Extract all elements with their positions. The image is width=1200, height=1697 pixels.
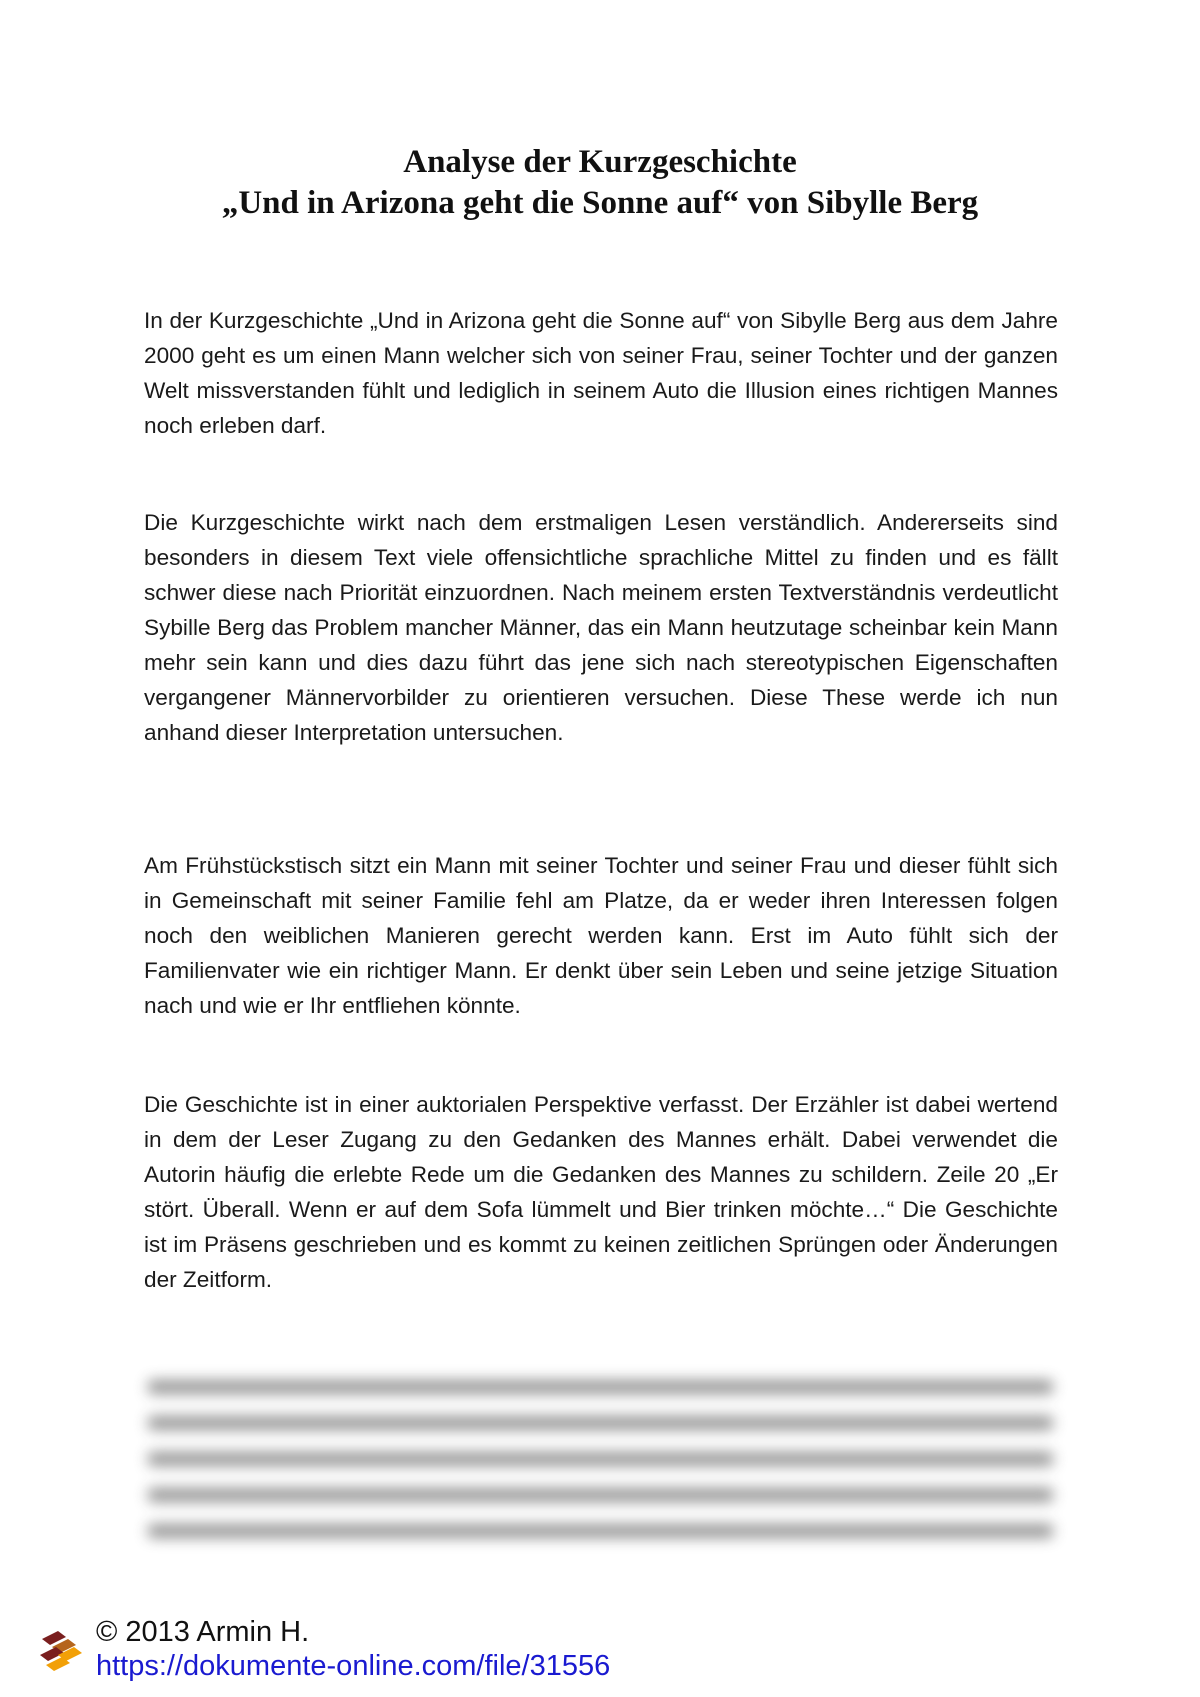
copyright-text: © 2013 Armin H. (96, 1616, 310, 1648)
document-title (0, 142, 1200, 224)
source-link[interactable]: https://dokumente-online.com/file/31556 (96, 1650, 611, 1682)
title-line-2: „Und in Arizona geht die Sonne auf“ von Sibylle Berg (221, 185, 979, 221)
paragraph-3: Am Frühstückstisch sitzt ein Mann mit seiner Tochter und seiner Frau und dieser fühlt sich in Gemeinschaft mit seiner Familie fehl am Platze, da er weder ihren Interessen folgen noch den weiblichen Manieren gerecht werden kann. Erst im Auto fühlt sich der Familienvater wie ein richtiger Mann. Er denkt über sein Leben und seine jetzige Situation nach und wie er Ihr entfliehen könnte. (144, 853, 1058, 1018)
blurred-preview-text (128, 1360, 1073, 1570)
blurred-line (148, 1380, 1053, 1394)
footer (36, 1615, 836, 1690)
blurred-line (148, 1524, 1053, 1538)
paragraph-2: Die Kurzgeschichte wirkt nach dem erstmaligen Lesen verständlich. Andererseits sind besonders in diesem Text viele offensichtliche sprachliche Mittel zu finden und es fällt schwer diese nach Priorität einzuordnen. Nach meinem ersten Textverständnis verdeutlicht Sybille Berg das Problem mancher Männer, das ein Mann heutzutage scheinbar kein Mann mehr sein kann und dies dazu führt das jene sich nach stereotypischen Eigenschaften vergangener Männervorbilder zu orientieren versuchen. Diese These werde ich nun anhand dieser Interpretation untersuchen. (144, 510, 1058, 745)
blurred-line (148, 1488, 1053, 1502)
paragraph-1: In der Kurzgeschichte „Und in Arizona geht die Sonne auf“ von Sibylle Berg aus dem Jahre 2000 geht es um einen Mann welcher sich von seiner Frau, seiner Tochter und der ganzen Welt missverstanden fühlt und lediglich in seinem Auto die Illusion eines richtigen Mannes noch erleben darf. (144, 308, 1058, 438)
title-line-1: Analyse der Kurzgeschichte (403, 144, 797, 180)
blurred-line (148, 1416, 1053, 1430)
dokumente-online-logo-icon (36, 1625, 88, 1681)
paragraph-4: Die Geschichte ist in einer auktorialen Perspektive verfasst. Der Erzähler ist dabei wertend in dem der Leser Zugang zu den Gedanken des Mannes erhält. Dabei verwendet die Autorin häufig die erlebte Rede um die Gedanken des Mannes zu schildern. Zeile 20 „Er stört. Überall. Wenn er auf dem Sofa lümmelt und Bier trinken möchte…“ Die Geschichte ist im Präsens geschrieben und es kommt zu keinen zeitlichen Sprüngen oder Änderungen der Zeitform. (144, 1092, 1058, 1292)
blurred-line (148, 1452, 1053, 1466)
